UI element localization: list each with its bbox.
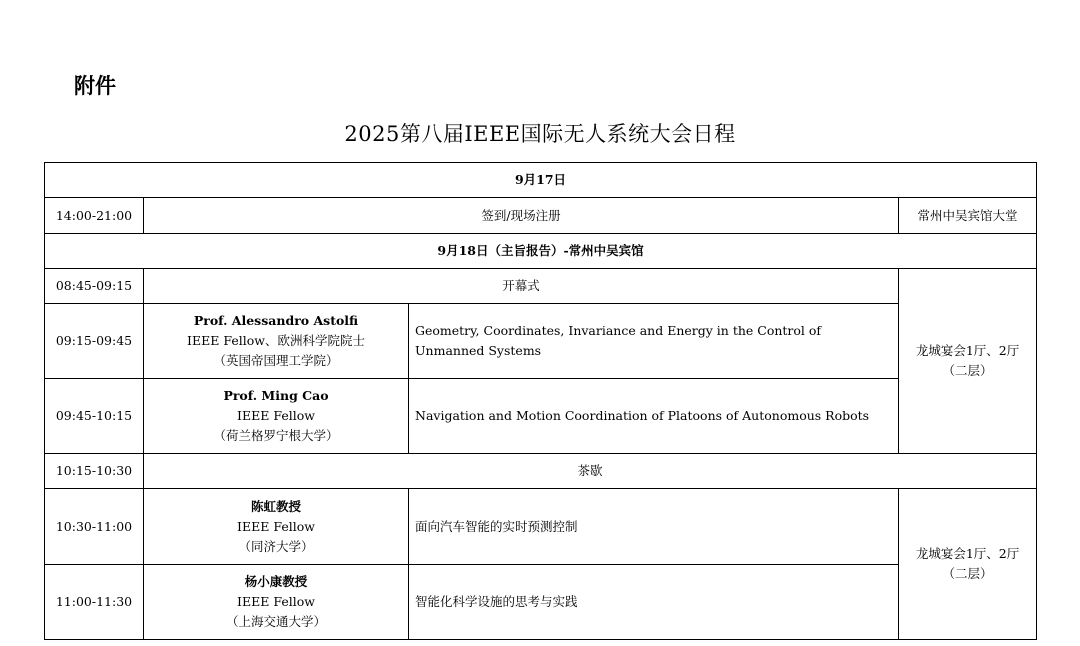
- time-cell: 14:00-21:00: [45, 198, 144, 234]
- venue-floor: （二层）: [942, 363, 993, 378]
- time-cell: 10:30-11:00: [45, 489, 144, 565]
- table-row: [45, 379, 1037, 454]
- venue-floor: （二层）: [942, 566, 993, 581]
- time-cell: 10:15-10:30: [45, 454, 144, 489]
- table-row: [45, 489, 1037, 565]
- time-cell: 09:45-10:15: [45, 379, 144, 454]
- document-title: 2025第八届IEEE国际无人系统大会日程: [344, 122, 736, 146]
- table-row: [45, 565, 1037, 640]
- table-row: [45, 198, 1037, 234]
- speaker-name: Prof. Alessandro Astolfi: [193, 313, 359, 328]
- speaker-affiliation: （上海交通大学）: [225, 614, 326, 629]
- speaker-cell: [144, 304, 409, 379]
- speaker-title: IEEE Fellow: [237, 594, 315, 609]
- venue-line: 龙城宴会1厅、2厅: [915, 546, 1020, 561]
- time-cell: 09:15-09:45: [45, 304, 144, 379]
- time-cell: 11:00-11:30: [45, 565, 144, 640]
- day-header-row: [45, 163, 1037, 198]
- speaker-affiliation: （英国帝国理工学院）: [213, 353, 339, 368]
- speaker-affiliation: （荷兰格罗宁根大学）: [213, 428, 339, 443]
- speaker-cell: [144, 489, 409, 565]
- event-cell: 签到/现场注册: [144, 198, 899, 234]
- topic-cell: 智能化科学设施的思考与实践: [409, 565, 899, 640]
- day-header-row: [45, 234, 1037, 269]
- speaker-title: IEEE Fellow: [237, 518, 315, 534]
- speaker-affiliation: （同济大学）: [238, 538, 314, 554]
- day1-header: 9月17日: [45, 163, 1037, 198]
- venue-cell: [899, 269, 1037, 454]
- day2-header: 9月18日（主旨报告）-常州中吴宾馆: [45, 234, 1037, 269]
- speaker-title: IEEE Fellow、欧洲科学院院士: [187, 333, 365, 348]
- speaker-name: Prof. Ming Cao: [223, 388, 329, 403]
- table-row: [45, 269, 1037, 304]
- venue-cell: 常州中吴宾馆大堂: [899, 198, 1037, 234]
- venue-cell: [899, 489, 1037, 640]
- speaker-name: 杨小康教授: [244, 574, 308, 589]
- speaker-cell: [144, 565, 409, 640]
- table-row: [45, 454, 1037, 489]
- venue-line: 龙城宴会1厅、2厅: [915, 343, 1020, 358]
- time-cell: 08:45-09:15: [45, 269, 144, 304]
- table-row: [45, 304, 1037, 379]
- topic-cell: 面向汽车智能的实时预测控制: [409, 489, 899, 565]
- speaker-title: IEEE Fellow: [237, 408, 315, 423]
- topic-cell: Geometry, Coordinates, Invariance and Energy in the Control of Unmanned Systems: [409, 304, 899, 379]
- attachment-label: 附件: [74, 74, 116, 98]
- schedule-table: [44, 162, 1037, 640]
- speaker-name: 陈虹教授: [250, 498, 301, 514]
- speaker-cell: [144, 379, 409, 454]
- topic-cell: Navigation and Motion Coordination of Platoons of Autonomous Robots: [409, 379, 899, 454]
- event-cell: 茶歇: [144, 454, 1037, 489]
- event-cell: 开幕式: [144, 269, 899, 304]
